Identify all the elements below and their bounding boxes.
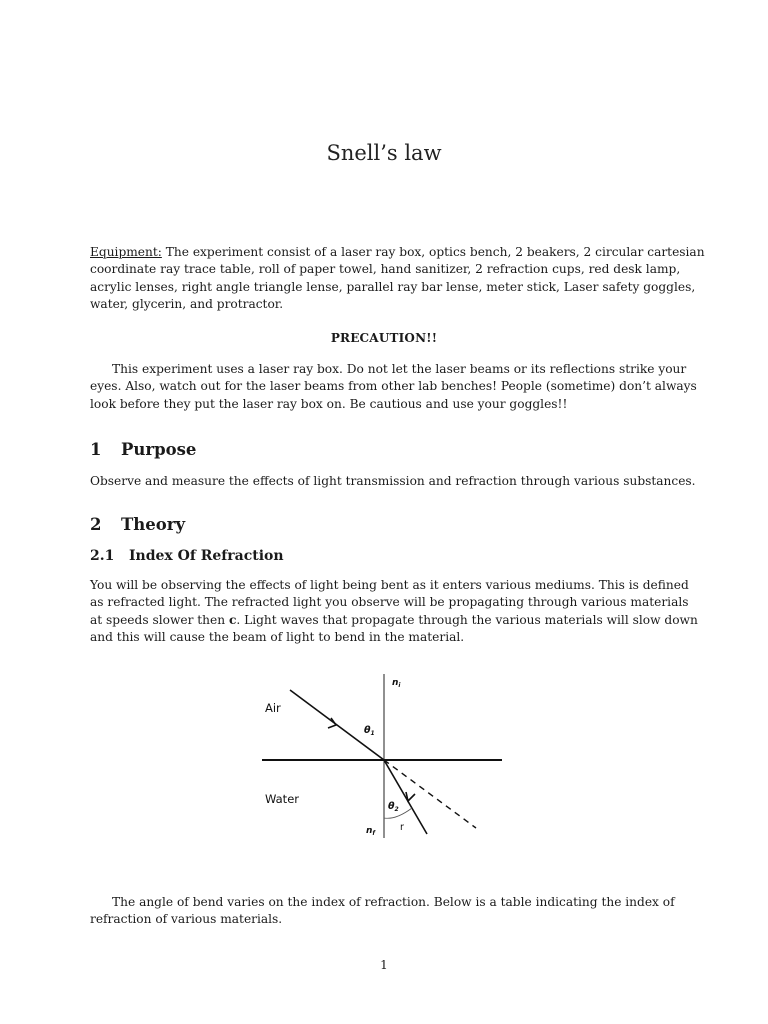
refraction-line-3a: at speeds slower then (90, 612, 229, 627)
purpose-text: Observe and measure the effects of light transmission and refraction through various substances. (90, 474, 696, 488)
nf-subscript: f (372, 830, 376, 837)
section-1-heading (90, 440, 196, 459)
theta1-symbol: θ (364, 725, 371, 736)
subsection-number: 2.1 (90, 548, 115, 564)
refraction-line-4: and this will cause the beam of light to bend in the material. (90, 629, 465, 644)
ni-subscript: i (398, 682, 401, 689)
equipment-line-3: acrylic lenses, right angle triangle lense, parallel ray bar lense, meter stick, Laser safety goggles, (90, 279, 696, 294)
precaution-line-2: eyes. Also, watch out for the laser beams from other lab benches! People (sometime) don’t always (90, 379, 697, 394)
theta1-subscript: 1 (370, 730, 375, 737)
refraction-paragraph (90, 577, 698, 646)
precaution-line-3: look before they put the laser ray box on. Be cautious and use your goggles!! (90, 396, 568, 411)
water-label: Water (265, 792, 299, 806)
refracted-arrowhead (406, 792, 415, 801)
equipment-label: Equipment: (90, 245, 162, 259)
r-label: r (400, 822, 404, 833)
precaution-heading: PRECAUTION!! (330, 331, 438, 345)
dashed-continuation (384, 760, 476, 828)
theta2-subscript: 2 (394, 806, 399, 813)
precaution-line-1: This experiment uses a laser ray box. Do not let the laser beams or its reflections strike your (112, 362, 687, 376)
subsection-2-1-heading (90, 548, 284, 564)
refracted-ray (384, 760, 427, 834)
refraction-line-3b: . Light waves that propagate through the various materials will slow down (236, 612, 698, 627)
nf-label (366, 826, 376, 837)
equipment-line-4: water, glycerin, and protractor. (90, 296, 284, 311)
page-number: 1 (380, 958, 388, 972)
after-figure-line-1: The angle of bend varies on the index of refraction. Below is a table indicating the index of (112, 895, 675, 909)
document-title: Snell’s law (326, 141, 442, 165)
equipment-line-1 (90, 244, 705, 261)
purpose-paragraph (90, 473, 696, 490)
subsection-title: Index Of Refraction (129, 548, 284, 564)
after-figure-line-2: refraction of various materials. (90, 912, 283, 927)
theta2-label (388, 801, 399, 813)
section-2-heading (90, 515, 185, 534)
theta1-label (364, 725, 375, 737)
section-1-title: Purpose (121, 440, 197, 459)
after-figure-paragraph (90, 894, 680, 929)
precaution-paragraph (90, 361, 697, 413)
ni-label (392, 678, 401, 689)
nf-symbol: n (366, 826, 373, 836)
equipment-line-1-text: The experiment consist of a laser ray box, optics bench, 2 beakers, 2 circular cartesian (165, 245, 705, 259)
refraction-line-3 (90, 612, 698, 629)
theta2-symbol: θ (388, 801, 395, 812)
section-1-number: 1 (90, 440, 102, 459)
refraction-diagram (250, 670, 530, 850)
refraction-line-1: You will be observing the effects of light being bent as it enters various mediums. This is defined (90, 578, 689, 592)
speed-of-light-symbol: c (228, 612, 237, 627)
refraction-line-2: as refracted light. The refracted light you observe will be propagating through various materials (90, 595, 689, 610)
ni-symbol: n (392, 678, 399, 688)
section-2-title: Theory (121, 515, 186, 534)
section-2-number: 2 (90, 515, 102, 534)
equipment-line-2: coordinate ray trace table, roll of paper towel, hand sanitizer, 2 refraction cups, red desk lamp, (90, 262, 681, 277)
equipment-paragraph (90, 244, 705, 313)
air-label: Air (265, 701, 281, 715)
